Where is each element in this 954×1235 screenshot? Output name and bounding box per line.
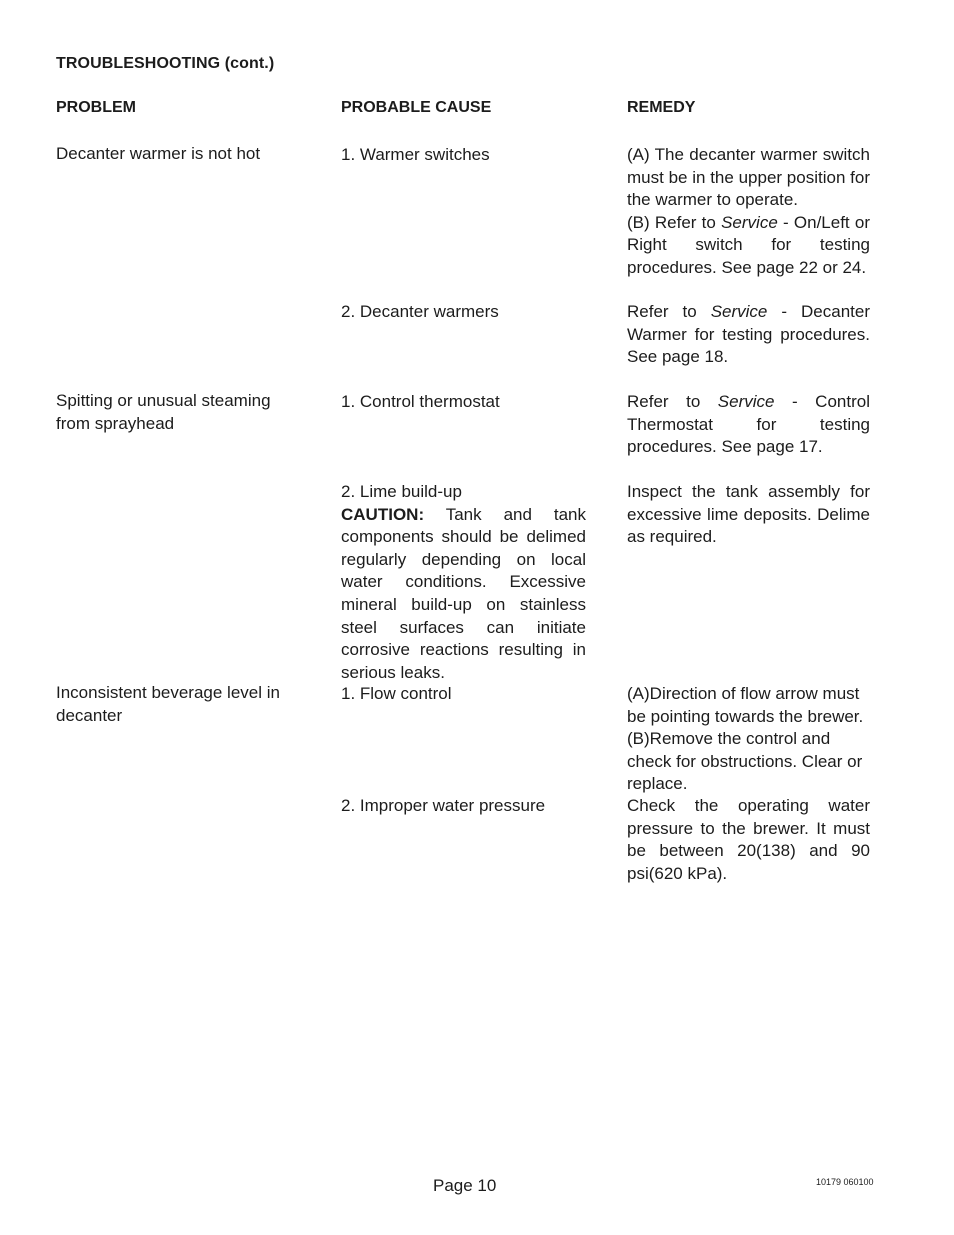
header-remedy: REMEDY bbox=[627, 99, 696, 116]
row-2-remedy: Refer to Service - Decanter Warmer for testing procedures. See page 18. bbox=[627, 302, 870, 367]
section-title: TROUBLESHOOTING (cont.) bbox=[56, 55, 275, 72]
row-4-cause bbox=[341, 481, 586, 684]
row-4-caution: CAUTION: Tank and tank components should be delimed regularly depending on local water conditions. Excessive mineral build-up on stainless steel surfaces can initiate corrosive reactions resulting in serious leaks. bbox=[341, 504, 586, 682]
header-cause: PROBABLE CAUSE bbox=[341, 99, 492, 116]
row-3-remedy: Refer to Service - Control Thermostat for testing procedures. See page 17. bbox=[627, 392, 870, 457]
row-3-cause: 1. Control thermostat bbox=[341, 392, 500, 411]
row-1-cause: 1. Warmer switches bbox=[341, 145, 490, 164]
row-6-cause: 2. Improper water pressure bbox=[341, 796, 546, 815]
row-4-remedy: Inspect the tank assembly for excessive lime deposits. Delime as required. bbox=[627, 482, 870, 547]
header-problem: PROBLEM bbox=[56, 99, 136, 116]
row-1-problem: Decanter warmer is not hot bbox=[56, 144, 261, 163]
row-1-remedy-b: (B) Refer to Service - On/Left or Right switch for testing procedures. See page 22 or 24. bbox=[627, 212, 870, 277]
row-5-remedy bbox=[627, 683, 870, 796]
row-3-problem: Spitting or unusual steaming from sprayhead bbox=[56, 391, 271, 433]
page-number: Page 10 bbox=[433, 1176, 497, 1195]
document-code: 10179 060100 bbox=[816, 1177, 874, 1187]
row-1-remedy-a: (A) The decanter warmer switch must be in the upper position for the warmer to operate. bbox=[627, 145, 870, 210]
row-5-remedy-a: (A)Direction of flow arrow must be pointing towards the brewer. bbox=[627, 684, 864, 726]
row-5-remedy-b: (B)Remove the control and check for obstructions. Clear or replace. bbox=[627, 729, 863, 794]
row-6-remedy: Check the operating water pressure to the brewer. It must be between 20(138) and 90 psi(620 kPa). bbox=[627, 796, 870, 883]
row-1-remedy bbox=[627, 144, 870, 280]
row-4-cause-title: 2. Lime build-up bbox=[341, 482, 462, 501]
row-5-cause: 1. Flow control bbox=[341, 684, 452, 703]
row-5-problem: Inconsistent beverage level in decanter bbox=[56, 683, 280, 725]
row-2-cause: 2. Decanter warmers bbox=[341, 302, 499, 321]
